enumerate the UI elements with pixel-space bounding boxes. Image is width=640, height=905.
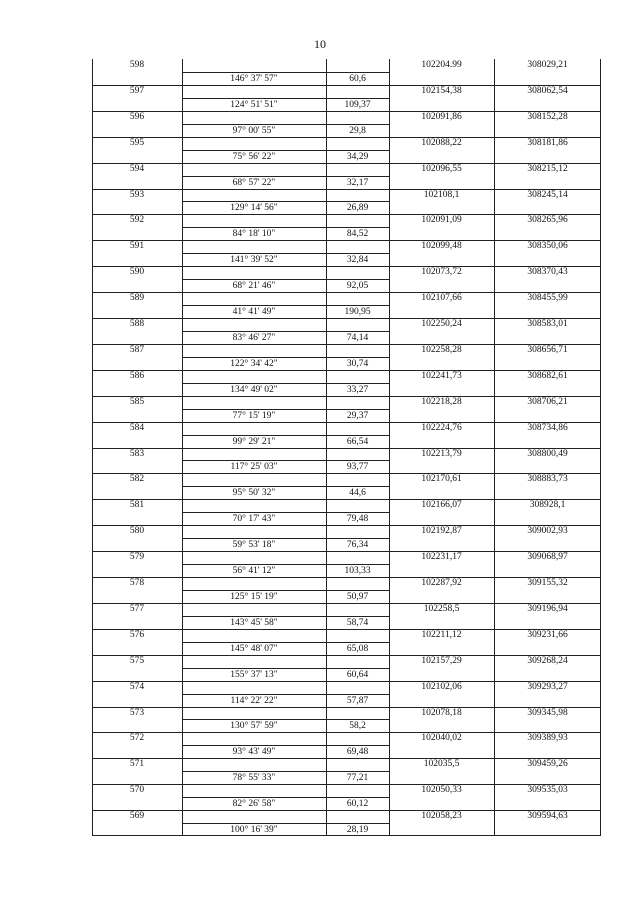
direction-angle: 68° 21' 46" [232, 281, 276, 291]
point-row [92, 111, 601, 124]
direction-angle: 95° 50' 32" [232, 488, 276, 498]
direction-angle: 59° 53' 18" [232, 540, 276, 550]
direction-angle: 84° 18' 10" [232, 229, 276, 239]
point-row [92, 266, 601, 279]
coordinate-x: 102107,66 [421, 293, 462, 303]
direction-angle: 125° 15' 19" [230, 592, 278, 602]
segment-length: 33,27 [346, 385, 369, 395]
segment-length: 30,74 [346, 359, 369, 369]
point-row [92, 292, 601, 305]
point-number: 573 [129, 708, 145, 718]
direction-angle: 78° 55' 33" [232, 773, 276, 783]
coordinate-y: 309459,26 [527, 759, 568, 769]
direction-angle: 99° 29' 21" [232, 437, 276, 447]
point-row [92, 603, 601, 616]
segment-length: 44,6 [349, 488, 366, 498]
point-row [92, 810, 601, 823]
coordinate-y: 308455,99 [527, 293, 568, 303]
point-row [92, 681, 601, 694]
coordinate-x: 102040,02 [421, 733, 462, 743]
point-row [92, 577, 601, 590]
coordinate-x: 102231,17 [421, 552, 462, 562]
direction-angle: 68° 57' 22" [232, 178, 276, 188]
point-number: 569 [129, 811, 145, 821]
coordinate-x: 102096,55 [421, 164, 462, 174]
point-number: 576 [129, 630, 145, 640]
segment-length: 92,05 [346, 281, 369, 291]
direction-angle: 77° 15' 19" [232, 411, 276, 421]
point-number: 597 [129, 86, 145, 96]
point-row [92, 758, 601, 771]
direction-angle: 155° 37' 13" [230, 670, 278, 680]
point-number: 574 [129, 682, 145, 692]
point-number: 578 [129, 578, 145, 588]
segment-length: 34,29 [346, 152, 369, 162]
coordinate-y: 308706,21 [527, 397, 568, 407]
point-number: 582 [129, 474, 145, 484]
coordinate-y: 308181,86 [527, 138, 568, 148]
coordinate-y: 309231,66 [527, 630, 568, 640]
direction-angle: 122° 34' 42" [230, 359, 278, 369]
point-number: 593 [129, 190, 145, 200]
point-row [92, 551, 601, 564]
segment-length: 93,77 [346, 462, 369, 472]
point-row [92, 214, 601, 227]
point-number: 591 [129, 241, 145, 251]
segment-length: 50,97 [346, 592, 369, 602]
segment-length: 77,21 [346, 773, 369, 783]
row-rule [92, 835, 601, 836]
coordinate-y: 309155,32 [527, 578, 568, 588]
coordinate-y: 308062,54 [527, 86, 568, 96]
coordinate-y: 308029,21 [527, 60, 568, 70]
coordinate-y: 308800,49 [527, 449, 568, 459]
point-number: 595 [129, 138, 145, 148]
segment-length: 60,6 [349, 74, 366, 84]
point-number: 588 [129, 319, 145, 329]
coordinate-x: 102204.99 [421, 60, 462, 70]
point-row [92, 163, 601, 176]
coordinate-x: 102258,28 [421, 345, 462, 355]
coordinate-x: 102213,79 [421, 449, 462, 459]
coordinate-x: 102250,24 [421, 319, 462, 329]
point-number: 583 [129, 449, 145, 459]
coordinate-y: 308245,14 [527, 190, 568, 200]
segment-length: 103,33 [344, 566, 371, 576]
coordinate-x: 102241,73 [421, 371, 462, 381]
point-number: 587 [129, 345, 145, 355]
direction-angle: 75° 56' 22" [232, 152, 276, 162]
point-number: 577 [129, 604, 145, 614]
point-row [92, 422, 601, 435]
direction-angle: 56° 41' 12" [232, 566, 276, 576]
point-number: 596 [129, 112, 145, 122]
point-row [92, 240, 601, 253]
point-number: 590 [129, 267, 145, 277]
direction-angle: 97° 00' 55" [232, 126, 276, 136]
coordinate-y: 309268,24 [527, 656, 568, 666]
segment-length: 32,84 [346, 255, 369, 265]
direction-angle: 141° 39' 52" [230, 255, 278, 265]
coordinate-x: 102211,12 [421, 630, 462, 640]
segment-length: 60,12 [346, 799, 369, 809]
coordinate-x: 102078,18 [421, 708, 462, 718]
segment-length: 29,37 [346, 411, 369, 421]
coordinate-y: 309389,93 [527, 733, 568, 743]
coordinate-x: 102108,1 [423, 190, 460, 200]
point-number: 580 [129, 526, 145, 536]
point-row [92, 655, 601, 668]
page-number: 10 [314, 37, 326, 51]
point-number: 579 [129, 552, 145, 562]
direction-angle: 70° 17' 43" [232, 514, 276, 524]
direction-angle: 117° 25' 03" [230, 462, 278, 472]
point-number: 571 [129, 759, 145, 769]
direction-angle: 82° 26' 58" [232, 799, 276, 809]
coordinate-x: 102058,23 [421, 811, 462, 821]
point-row [92, 499, 601, 512]
point-row [92, 473, 601, 486]
coordinate-y: 309002,93 [527, 526, 568, 536]
direction-angle: 114° 22' 22" [230, 696, 278, 706]
coordinate-x: 102154,38 [421, 86, 462, 96]
coordinate-x: 102102,06 [421, 682, 462, 692]
point-row [92, 137, 601, 150]
coordinate-y: 308928,1 [529, 500, 566, 510]
coordinate-x: 102258,5 [423, 604, 460, 614]
point-row [92, 396, 601, 409]
segment-length: 58,74 [346, 618, 369, 628]
point-number: 594 [129, 164, 145, 174]
coordinate-y: 308682,61 [527, 371, 568, 381]
point-row [92, 370, 601, 383]
point-number: 575 [129, 656, 145, 666]
segment-length: 60,64 [346, 670, 369, 680]
segment-length: 74,14 [346, 333, 369, 343]
point-number: 585 [129, 397, 145, 407]
point-row [92, 784, 601, 797]
segment-length: 190,95 [344, 307, 371, 317]
segment-length: 28,19 [346, 825, 369, 835]
coordinate-x: 102192,87 [421, 526, 462, 536]
coordinate-x: 102099,48 [421, 241, 462, 251]
segment-length: 26,89 [346, 203, 369, 213]
coordinate-x: 102073,72 [421, 267, 462, 277]
point-number: 584 [129, 423, 145, 433]
coordinate-y: 308583,01 [527, 319, 568, 329]
coordinate-y: 309594,63 [527, 811, 568, 821]
direction-angle: 130° 57' 59" [230, 721, 278, 731]
direction-angle: 83° 46' 27" [232, 333, 276, 343]
segment-length: 76,34 [346, 540, 369, 550]
segment-length: 57,87 [346, 696, 369, 706]
point-row [92, 59, 601, 72]
direction-angle: 143° 45' 58" [230, 618, 278, 628]
direction-angle: 145° 48' 07" [230, 644, 278, 654]
coordinate-y: 309345,98 [527, 708, 568, 718]
coordinate-y: 308350,06 [527, 241, 568, 251]
coordinate-x: 102166,07 [421, 500, 462, 510]
coordinate-y: 308265,96 [527, 215, 568, 225]
coordinate-x: 102218,28 [421, 397, 462, 407]
point-number: 589 [129, 293, 145, 303]
point-number: 572 [129, 733, 145, 743]
coordinates-table [92, 59, 601, 836]
coordinate-x: 102091,09 [421, 215, 462, 225]
point-number: 598 [129, 60, 145, 70]
coordinate-y: 308215,12 [527, 164, 568, 174]
coordinate-x: 102035,5 [423, 759, 460, 769]
coordinate-y: 309293,27 [527, 682, 568, 692]
coordinate-x: 102050,33 [421, 785, 462, 795]
point-row [92, 629, 601, 642]
direction-angle: 134° 49' 02" [230, 385, 278, 395]
direction-angle: 41° 41' 49" [232, 307, 276, 317]
point-number: 570 [129, 785, 145, 795]
coordinate-y: 309068,97 [527, 552, 568, 562]
coordinate-y: 309535,03 [527, 785, 568, 795]
segment-length: 109,37 [344, 100, 371, 110]
segment-length: 32,17 [346, 178, 369, 188]
coordinate-x: 102287,92 [421, 578, 462, 588]
segment-length: 84,52 [346, 229, 369, 239]
direction-angle: 100° 16' 39" [230, 825, 278, 835]
coordinate-x: 102170,61 [421, 474, 462, 484]
point-number: 586 [129, 371, 145, 381]
coordinate-x: 102088,22 [421, 138, 462, 148]
point-row [92, 732, 601, 745]
direction-angle: 93° 43' 49" [232, 747, 276, 757]
coordinate-y: 308883,73 [527, 474, 568, 484]
direction-angle: 124° 51' 51" [230, 100, 278, 110]
point-row [92, 344, 601, 357]
coordinate-y: 308656,71 [527, 345, 568, 355]
point-number: 592 [129, 215, 145, 225]
segment-length: 66,54 [346, 437, 369, 447]
segment-length: 79,48 [346, 514, 369, 524]
direction-angle: 129° 14' 56" [230, 203, 278, 213]
coordinate-x: 102157,29 [421, 656, 462, 666]
point-row [92, 525, 601, 538]
direction-angle: 146° 37' 57" [230, 74, 278, 84]
segment-length: 29,8 [349, 126, 366, 136]
point-number: 581 [129, 500, 145, 510]
segment-length: 58,2 [349, 721, 366, 731]
coordinate-x: 102224,76 [421, 423, 462, 433]
coordinate-y: 308370,43 [527, 267, 568, 277]
coordinate-y: 309196,94 [527, 604, 568, 614]
segment-length: 69,48 [346, 747, 369, 757]
coordinate-x: 102091,86 [421, 112, 462, 122]
coordinate-y: 308734,86 [527, 423, 568, 433]
point-row [92, 85, 601, 98]
segment-length: 65,08 [346, 644, 369, 654]
coordinate-y: 308152,28 [527, 112, 568, 122]
point-row [92, 318, 601, 331]
